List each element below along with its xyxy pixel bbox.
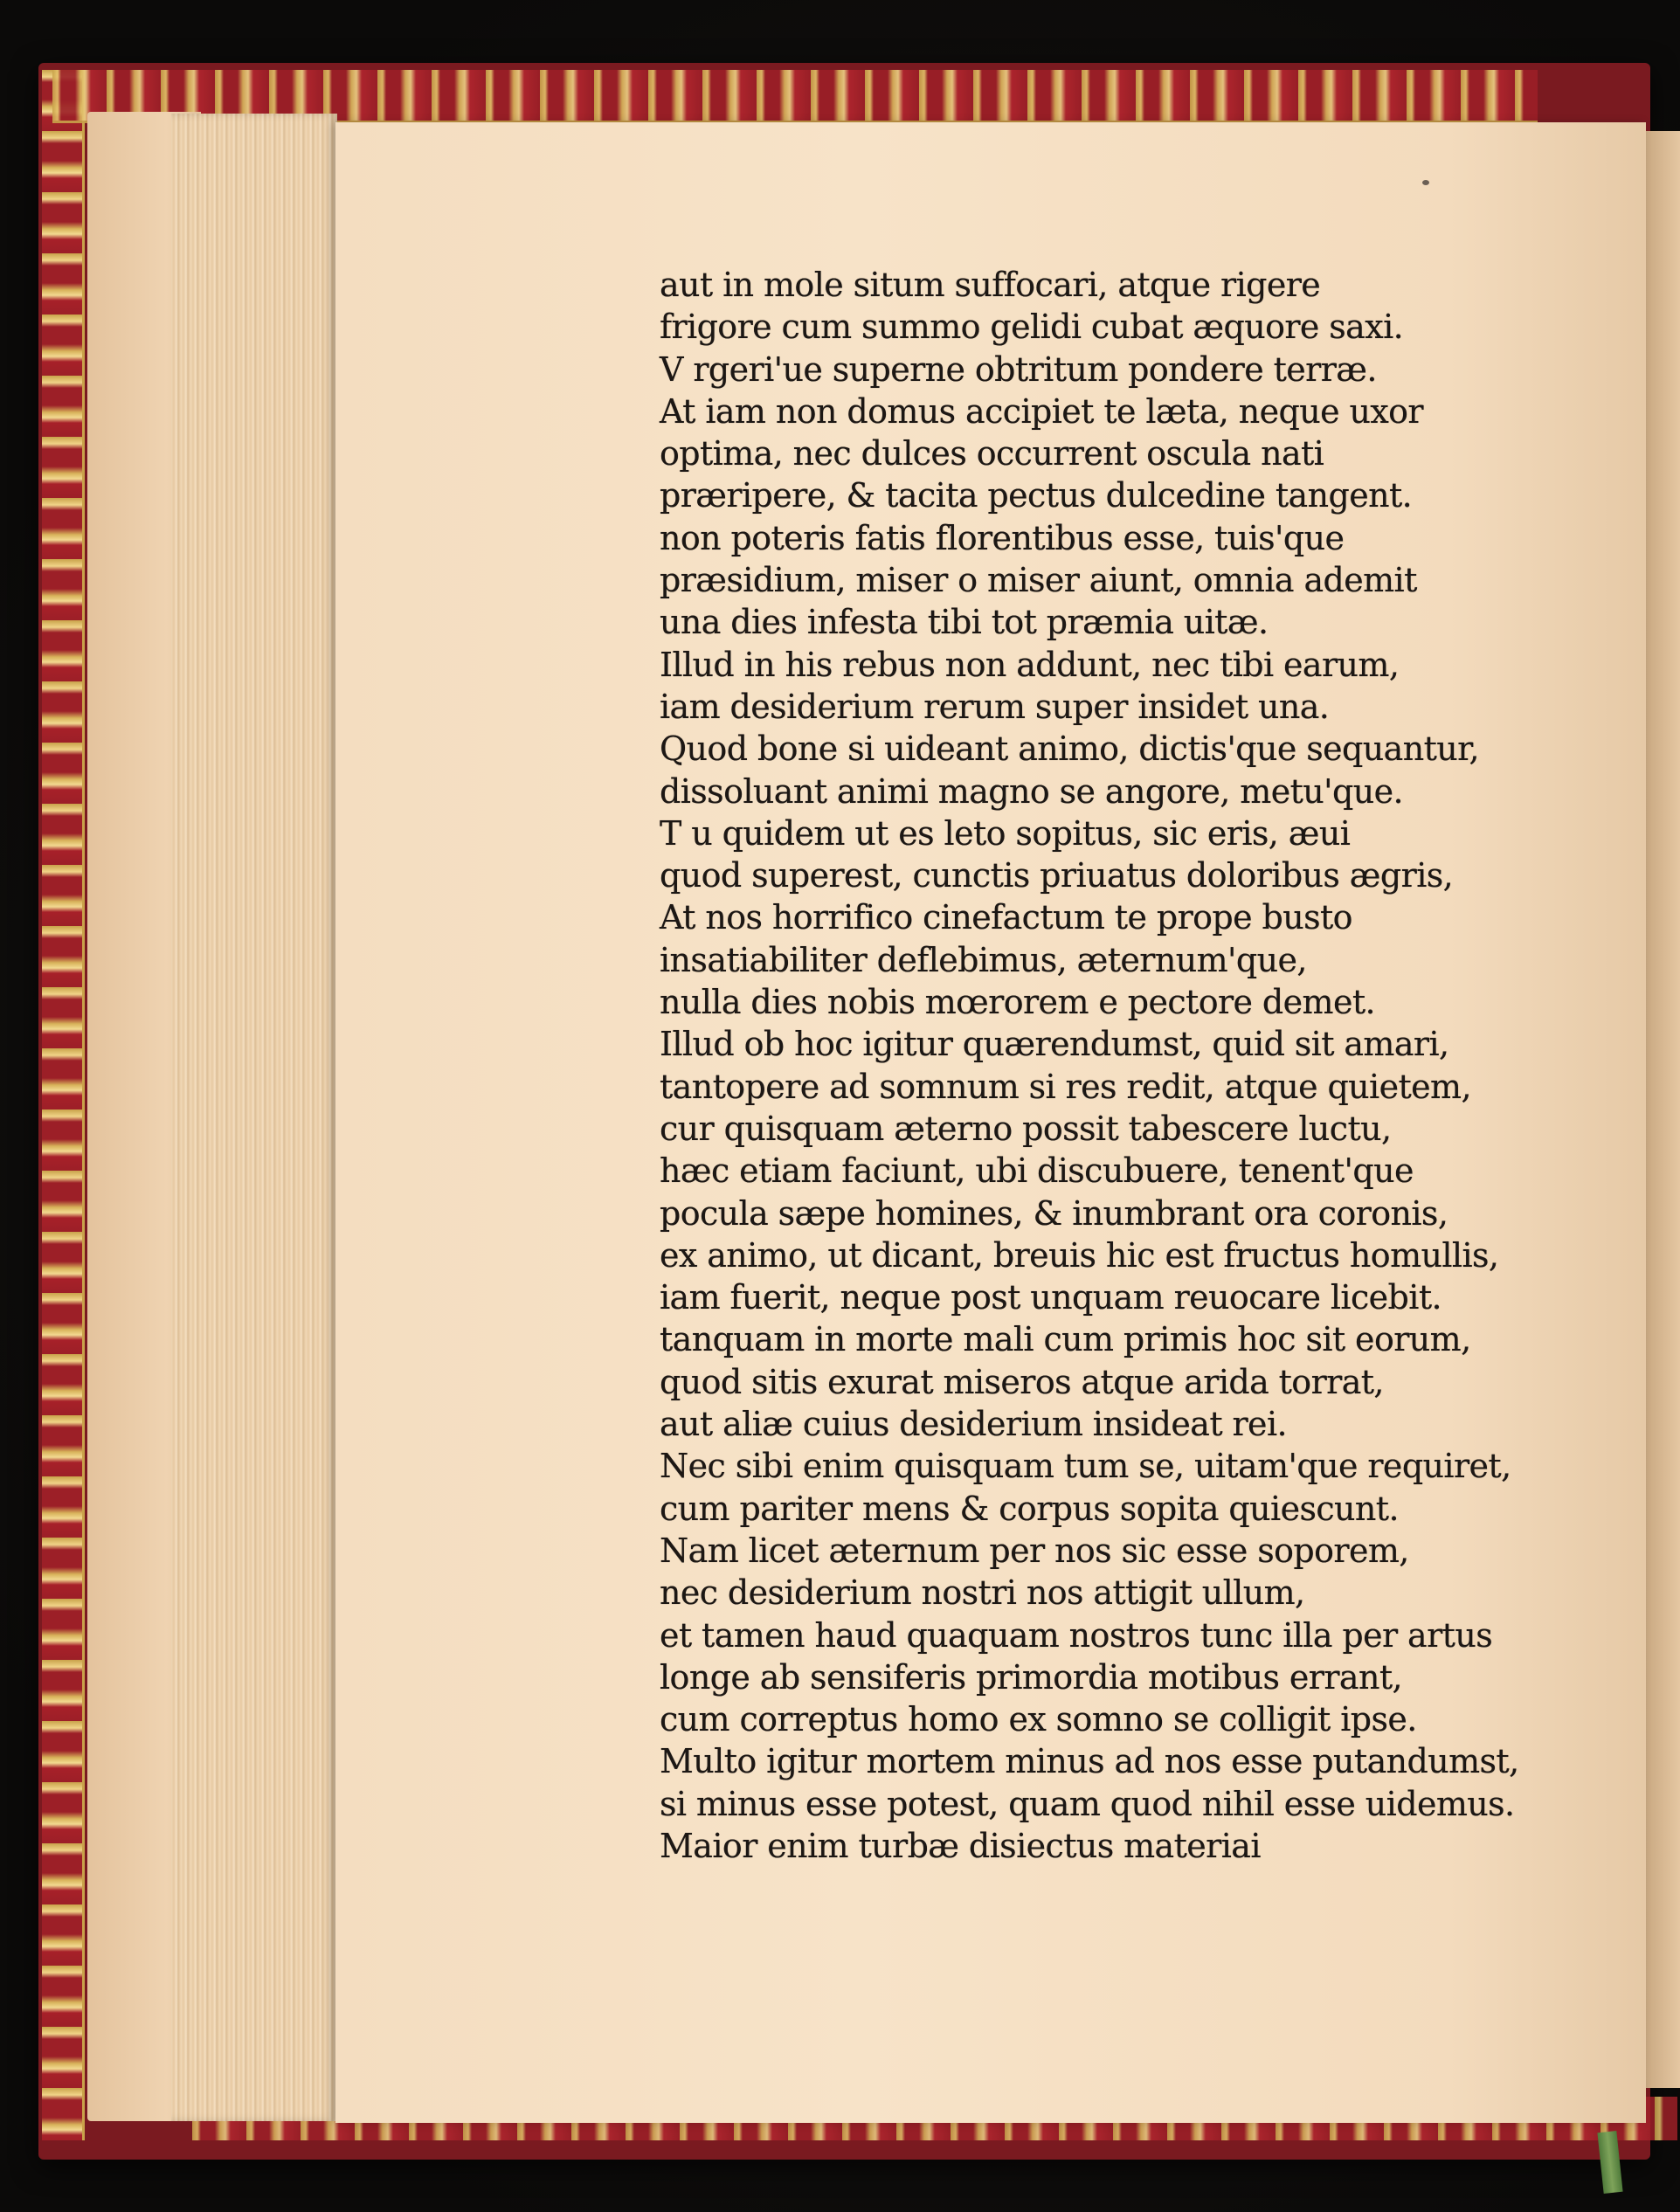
verse-line: nec desiderium nostri nos attigit ullum,	[660, 1573, 1305, 1613]
verse-line: tanquam in morte mali cum primis hoc sit eorum,	[660, 1320, 1471, 1359]
verse-line: Nec sibi enim quisquam tum se, uitam'que requiret,	[660, 1447, 1511, 1486]
verse-line: Maior enim turbæ disiectus materiai	[660, 1826, 1261, 1865]
verse-line: T u quidem ut es leto sopitus, sic eris, æui	[660, 813, 1351, 853]
verse-line: insatiabiliter deflebimus, æternum'que,	[660, 940, 1307, 979]
verse-line: et tamen haud quaquam nostros tunc illa per artus	[660, 1615, 1493, 1655]
verse-line: longe ab sensiferis primordia motibus errant,	[660, 1657, 1402, 1697]
verse-text-block	[660, 264, 1559, 1867]
verse-line: frigore cum summo gelidi cubat æquore saxi.	[660, 308, 1404, 347]
verse-line: cur quisquam æterno possit tabescere luctu,	[660, 1109, 1392, 1148]
verse-line: quod sitis exurat miseros atque arida torrat,	[660, 1362, 1384, 1401]
verse-line: una dies infesta tibi tot præmia uitæ.	[660, 603, 1269, 642]
facing-page-edge	[1642, 131, 1680, 2088]
verse-line: iam fuerit, neque post unquam reuocare licebit.	[660, 1278, 1441, 1317]
verse-line: At nos horrifico cinefactum te prope busto	[660, 898, 1352, 937]
gilt-border-left	[42, 70, 85, 2140]
verse-line: præsidium, miser o miser aiunt, omnia ademit	[660, 561, 1417, 600]
verse-line: aut in mole situm suffocari, atque rigere	[660, 266, 1321, 304]
verse-line: cum pariter mens & corpus sopita quiescunt.	[660, 1489, 1399, 1528]
verse-line: Multo igitur mortem minus ad nos esse putandumst,	[660, 1742, 1519, 1781]
verse-line: ex animo, ut dicant, breuis hic est fructus homullis,	[660, 1235, 1499, 1275]
verse-line: tantopere ad somnum si res redit, atque quietem,	[660, 1067, 1471, 1106]
verse-line: aut aliæ cuius desiderium insideat rei.	[660, 1405, 1287, 1444]
verse-line: V rgeri'ue superne obtritum pondere terræ.	[660, 349, 1377, 389]
verse-line: iam desiderium rerum super insidet una.	[660, 687, 1330, 726]
verse-line: non poteris fatis florentibus esse, tuis'que	[660, 518, 1345, 557]
verse-line: cum correptus homo ex somno se colligit ipse.	[660, 1700, 1417, 1739]
verse-line: nulla dies nobis mœrorem e pectore demet.	[660, 983, 1375, 1022]
verse-line: pocula sæpe homines, & inumbrant ora coronis,	[660, 1193, 1448, 1233]
verse-line: si minus esse potest, quam quod nihil esse uidemus.	[660, 1784, 1515, 1823]
verse-line: quod superest, cunctis priuatus doloribus ægris,	[660, 856, 1454, 895]
verse-line: At iam non domus accipiet te læta, neque uxor	[660, 391, 1423, 431]
verse-line: Illud in his rebus non addunt, nec tibi earum,	[660, 645, 1400, 684]
verse-line: hæc etiam faciunt, ubi discubuere, tenent'que	[660, 1151, 1414, 1191]
ink-speck	[1422, 180, 1429, 185]
verse-line: optima, nec dulces occurrent oscula nati	[660, 434, 1324, 474]
verse-line: Illud ob hoc igitur quærendumst, quid sit amari,	[660, 1025, 1449, 1064]
verse-line: præripere, & tacita pectus dulcedine tangent.	[660, 476, 1413, 515]
page-stack-edges	[171, 114, 337, 2121]
verse-line: Quod bone si uideant animo, dictis'que sequantur,	[660, 729, 1479, 769]
verse-line: dissoluant animi magno se angore, metu'que.	[660, 771, 1403, 811]
verse-line: Nam licet æternum per nos sic esse soporem,	[660, 1531, 1409, 1570]
